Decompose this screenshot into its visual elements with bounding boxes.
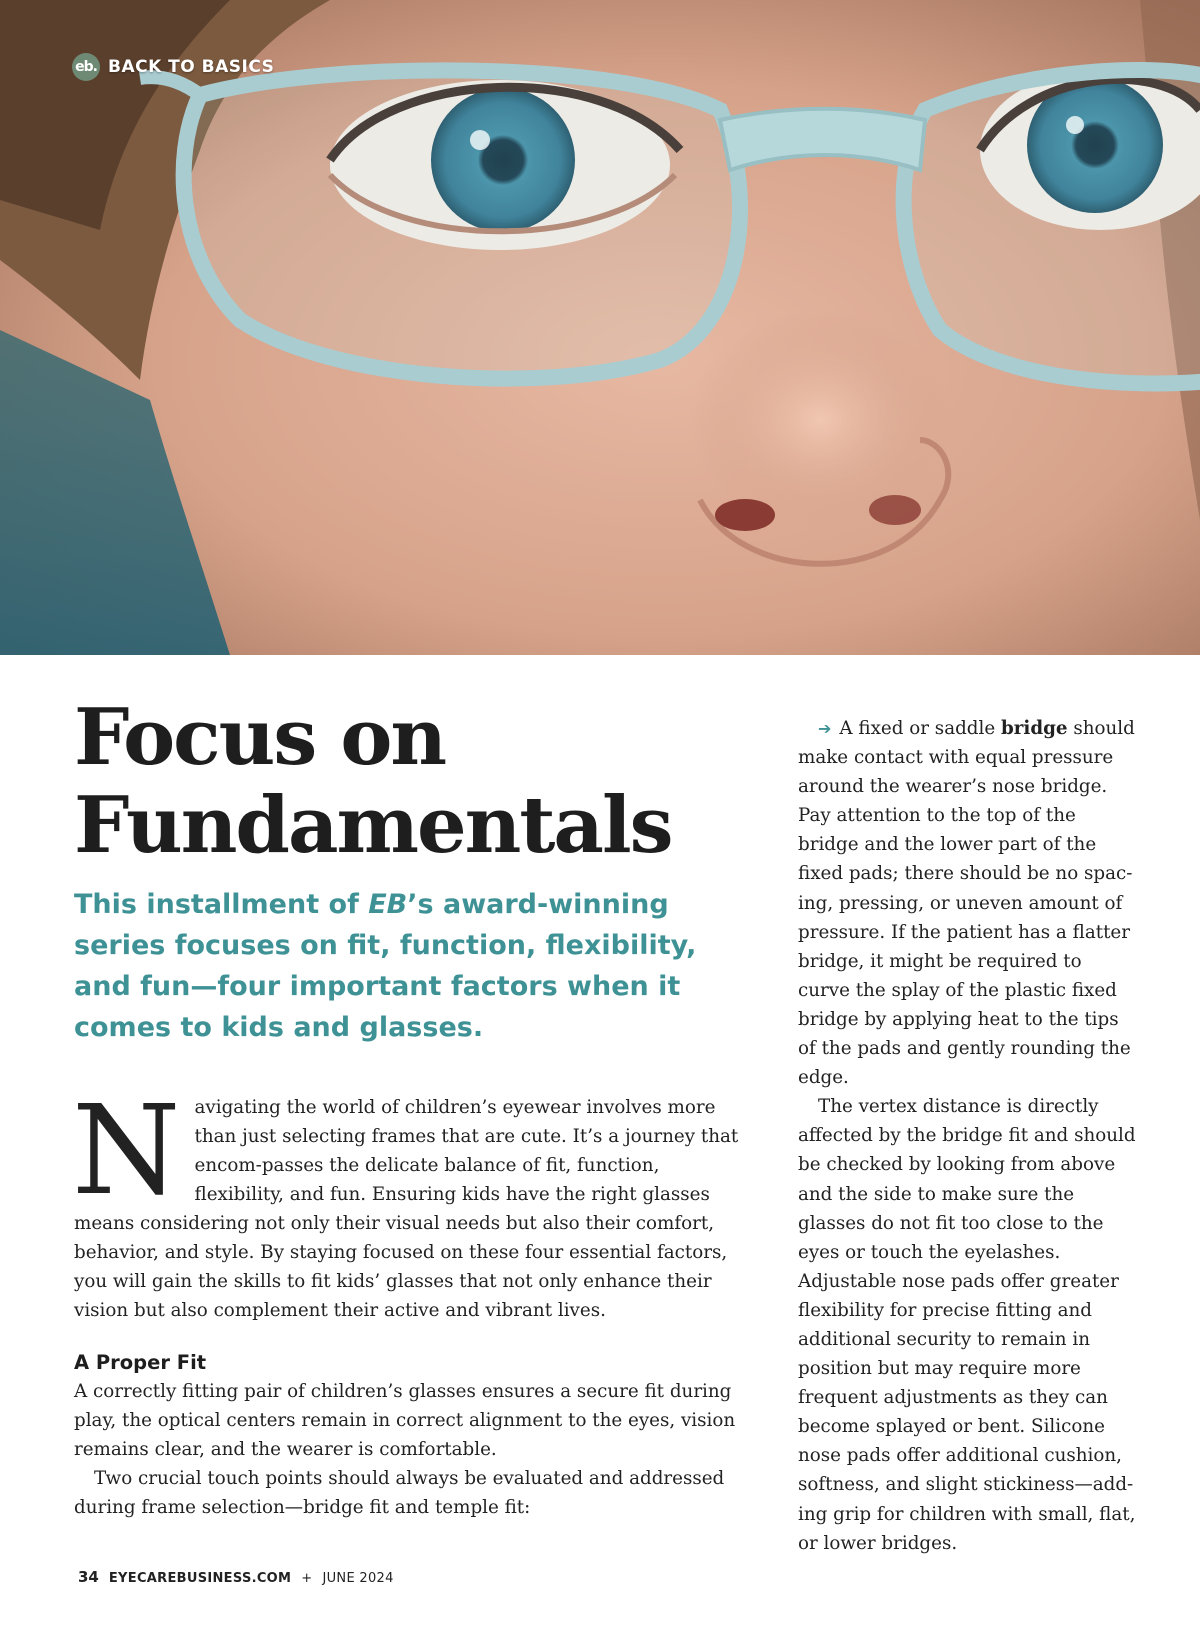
section-label: BACK TO BASICS bbox=[108, 57, 275, 77]
child-with-glasses-photo bbox=[0, 0, 1200, 655]
article-deck bbox=[74, 884, 714, 1048]
intro-paragraph bbox=[72, 1079, 754, 1325]
vertex-paragraph: The vertex distance is directly affected by the bridge fit and should be checked by looking from above and the side to make sure the glasses do not fit too close to the eyes or touch the eyelashes. Adjustable nose pads offer greater flexibility for precise fitting and additional security to remain in position but may require more frequent adjustments as they can become splayed or bent. Silicone nose pads offer additional cushion, softness, and slight stickiness—add-ing grip for children with small, flat, or lower bridges. bbox=[798, 1096, 1136, 1554]
bridge-lead: A fixed or saddle bbox=[839, 718, 1001, 739]
page-number: 34 bbox=[78, 1568, 99, 1586]
bridge-bold: bridge bbox=[1000, 718, 1068, 739]
bridge-rest: should make contact with equal pressure around the wearer’s nose bridge. Pay attention to the top of the bridge and the lower part of the fixed pads; there should be no spac-ing, pressing, or uneven amount of pressure. If the patient has a flatter bridge, it might be required to curve the splay of the plastic fixed bridge by applying heat to the tips of the pads and gently rounding the edge. bbox=[798, 718, 1135, 1089]
article-title bbox=[74, 694, 754, 870]
drop-cap: N bbox=[72, 1079, 181, 1223]
deck-part-1: This installment of bbox=[74, 889, 369, 920]
title-line-1: Focus on bbox=[74, 692, 446, 783]
intro-text: avigating the world of children’s eyewear involves more than just selecting frames that are cute. It’s a journey that encom-passes the delicate balance of fit, function, flexibility, and fun. Ensuring kids have the right glasses means considering not only their visual needs but also their comfort, behavior, and style. By staying focused on these four essential factors, you will gain the skills to fit kids’ glasses that not only enhance their vision but also complement their active and vibrant lives. bbox=[74, 1097, 739, 1321]
left-column bbox=[72, 1079, 754, 1522]
deck-emphasis: EB bbox=[368, 889, 408, 920]
right-column bbox=[798, 714, 1136, 1558]
page-footer bbox=[78, 1568, 394, 1586]
footer-site: EYECAREBUSINESS.COM bbox=[108, 1571, 292, 1586]
deck-part-2: ’s award-winning series focuses on fit, function, flexibility, and fun—four important factors when it comes to kids and glasses. bbox=[74, 889, 697, 1043]
title-line-2: Fundamentals bbox=[74, 780, 672, 871]
fit-paragraph-1: A correctly fitting pair of children’s glasses ensures a secure fit during play, the optical centers remain in correct alignment to the eyes, vision remains clear, and the wearer is comfortable. bbox=[74, 1381, 736, 1460]
bridge-paragraph bbox=[798, 714, 1136, 1092]
hero-photo bbox=[0, 0, 1200, 655]
arrow-right-icon: ➔ bbox=[818, 719, 832, 738]
eb-logo: eb. bbox=[72, 53, 100, 81]
footer-issue: JUNE 2024 bbox=[322, 1571, 394, 1586]
section-tag bbox=[72, 53, 274, 81]
fit-paragraph-2: Two crucial touch points should always be evaluated and addressed during frame selection—bridge fit and temple fit: bbox=[74, 1468, 725, 1518]
footer-separator: + bbox=[301, 1571, 313, 1586]
subhead-proper-fit: A Proper Fit bbox=[74, 1351, 207, 1374]
